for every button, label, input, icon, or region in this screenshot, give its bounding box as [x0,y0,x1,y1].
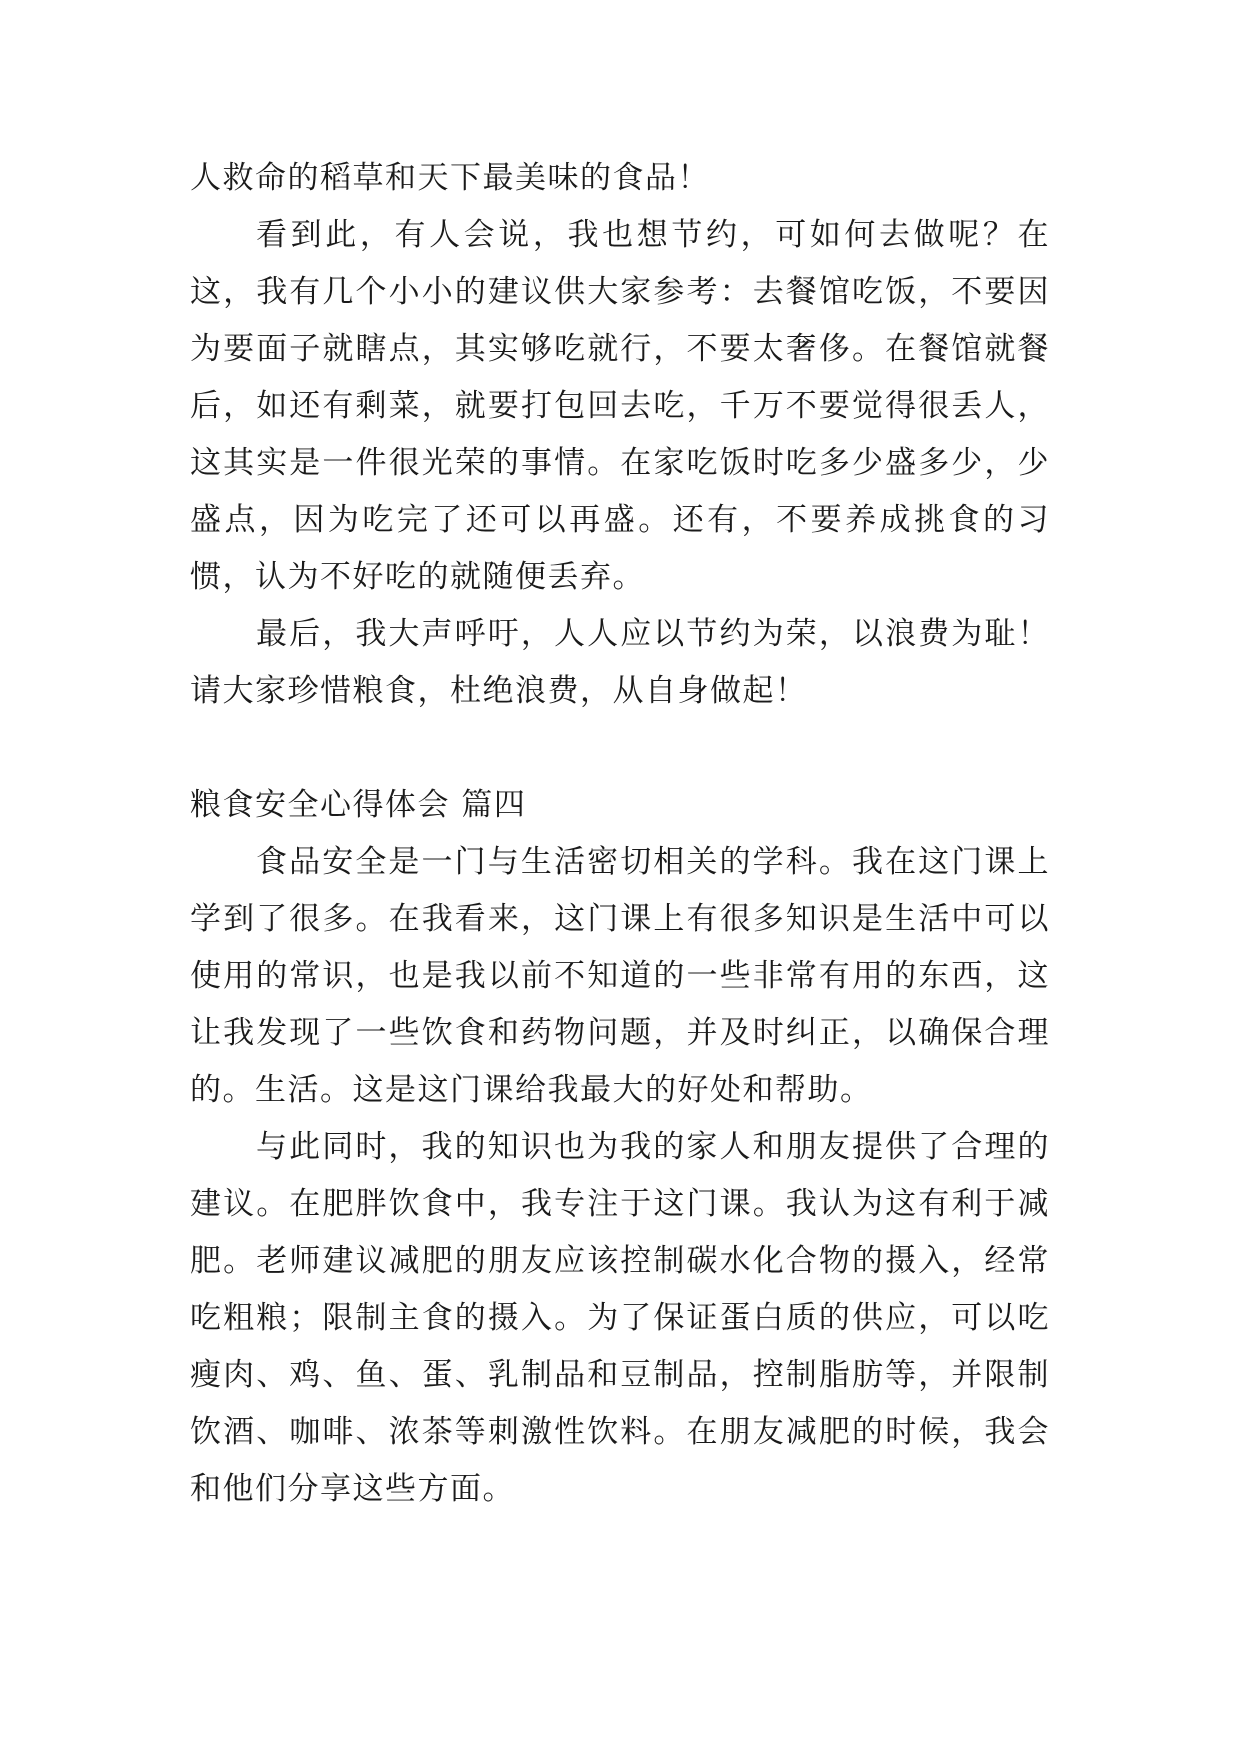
section-heading: 粮食安全心得体会 篇四 [190,787,527,823]
document-body [190,150,1050,1518]
paragraph-appeal: 最后，我大声呼吁，人人应以节约为荣，以浪费为耻！请大家珍惜粮食，杜绝浪费，从自身做起！ [190,616,1050,709]
paragraph-diet-advice: 与此同时，我的知识也为我的家人和朋友提供了合理的建议。在肥胖饮食中，我专注于这门课。我认为这有利于减肥。老师建议减肥的朋友应该控制碳水化合物的摄入，经常吃粗粮；限制主食的摄入。为了保证蛋白质的供应，可以吃瘦肉、鸡、鱼、蛋、乳制品和豆制品，控制脂肪等，并限制饮酒、咖啡、浓茶等刺激性饮料。在朋友减肥的时候，我会和他们分享这些方面。 [190,1129,1050,1507]
paragraph-saving-suggestions: 看到此，有人会说，我也想节约，可如何去做呢？在这，我有几个小小的建议供大家参考：去餐馆吃饭，不要因为要面子就瞎点，其实够吃就行，不要太奢侈。在餐馆就餐后，如还有剩菜，就要打包回去吃，千万不要觉得很丢人，这其实是一件很光荣的事情。在家吃饭时吃多少盛多少，少盛点，因为吃完了还可以再盛。还有，不要养成挑食的习惯，认为不好吃的就随便丢弃。 [190,217,1050,595]
paragraph-continuation: 人救命的稻草和天下最美味的食品！ [190,160,710,196]
paragraph-food-safety-course: 食品安全是一门与生活密切相关的学科。我在这门课上学到了很多。在我看来，这门课上有很多知识是生活中可以使用的常识，也是我以前不知道的一些非常有用的东西，这让我发现了一些饮食和药物问题，并及时纠正，以确保合理的。生活。这是这门课给我最大的好处和帮助。 [190,844,1050,1108]
